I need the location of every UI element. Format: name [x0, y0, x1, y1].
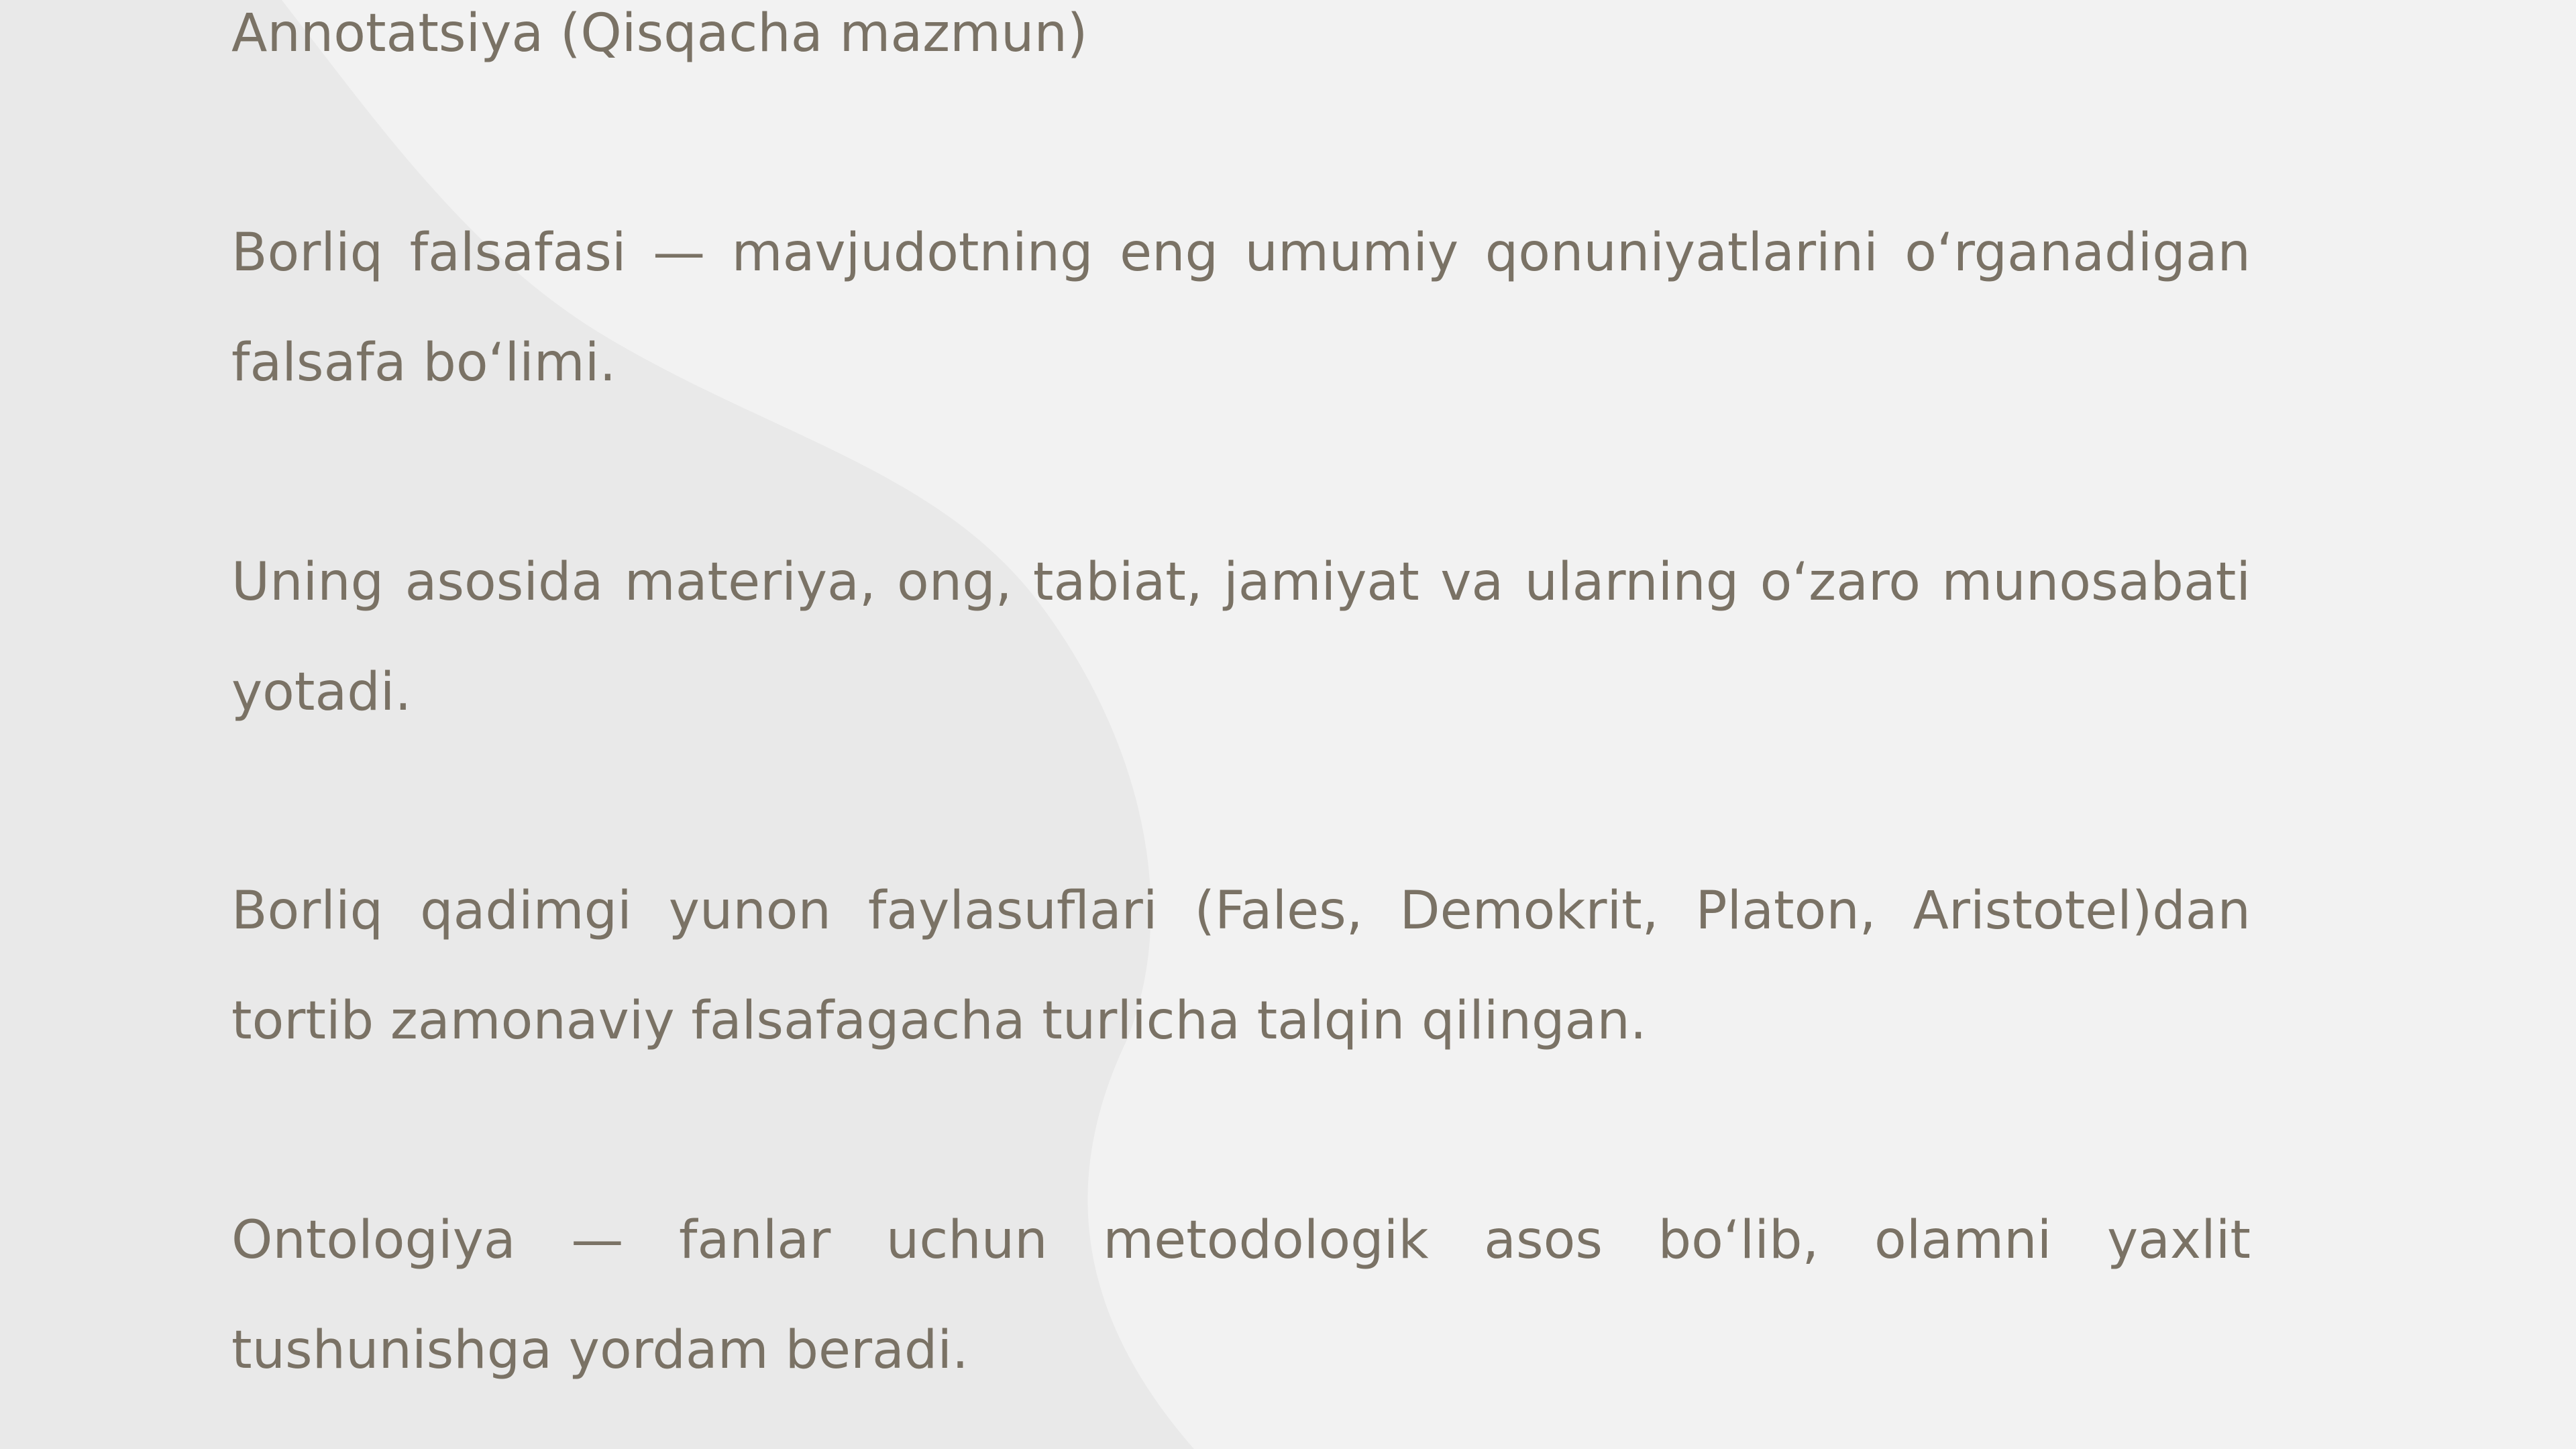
paragraph: Uning asosida materiya, ong, tabiat, jamiyat va ularning o‘zaro munosabati yotadi. — [231, 552, 2251, 722]
section-heading: Annotatsiya (Qisqacha mazmun) — [231, 3, 1088, 64]
paragraph: Borliq falsafasi — mavjudotning eng umumiy qonuniyatlarini o‘rganadigan falsafa bo‘limi. — [231, 223, 2251, 393]
paragraph: Borliq qadimgi yunon faylasuflari (Fales, Demokrit, Platon, Aristotel)dan tortib zamonaviy falsafagacha turlicha talqin qilingan. — [231, 881, 2251, 1051]
paragraph: Ontologiya — fanlar uchun metodologik asos bo‘lib, olamni yaxlit tushunishga yordam beradi. — [231, 1210, 2251, 1381]
